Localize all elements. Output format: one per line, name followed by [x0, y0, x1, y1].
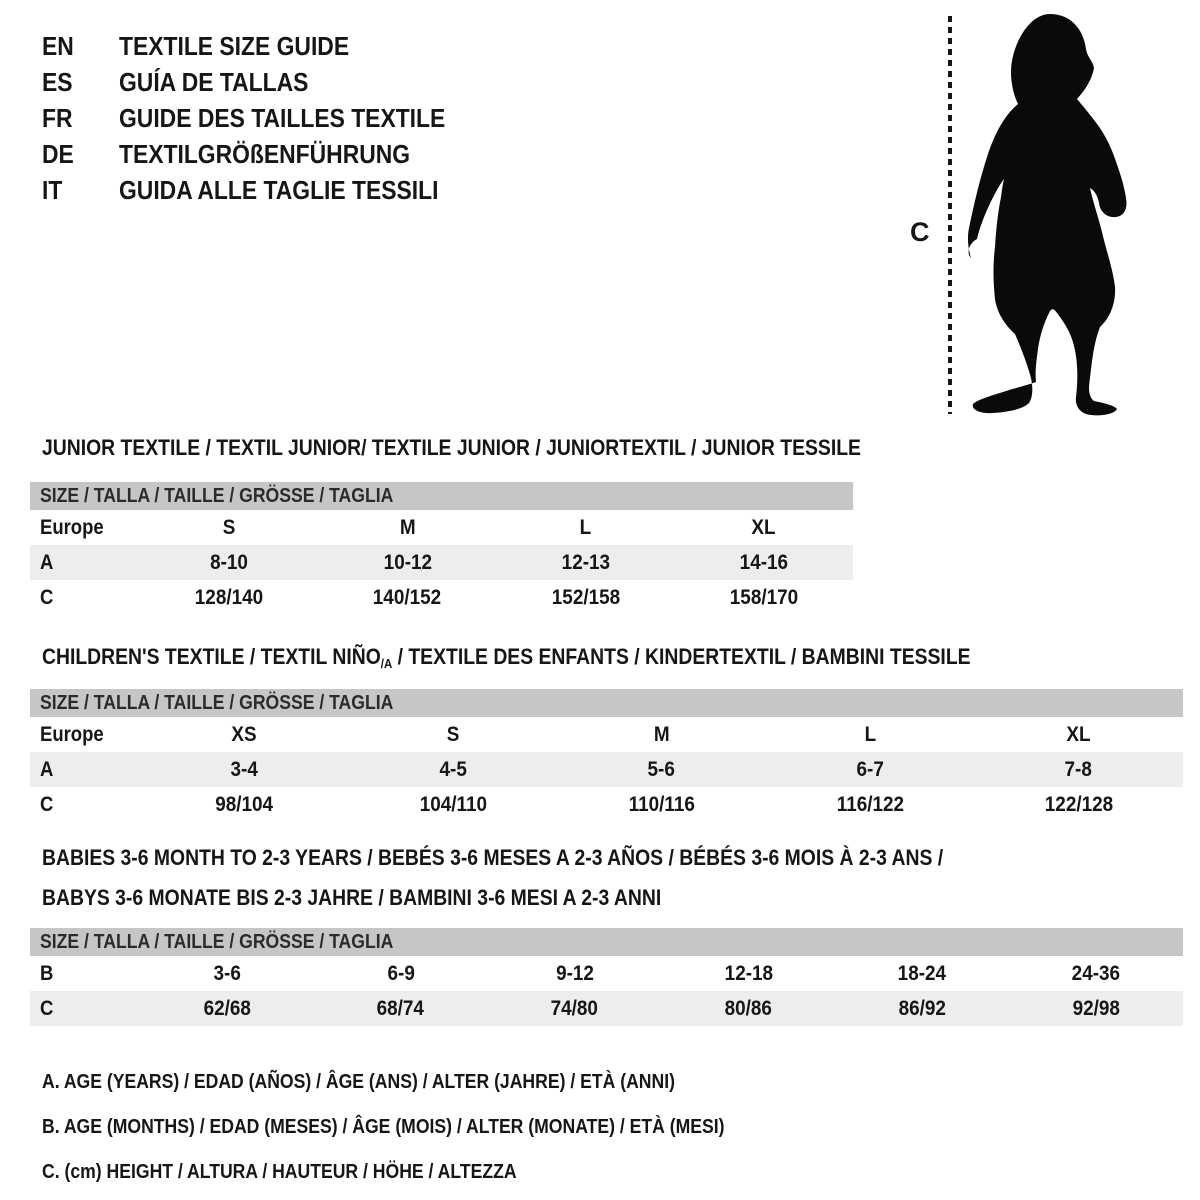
height-measure-label: C: [910, 217, 930, 247]
size-cell: 5-6: [647, 757, 676, 781]
size-cell: XL: [751, 515, 776, 539]
size-cell: 8-10: [210, 550, 249, 574]
children-size-table: [30, 689, 1183, 822]
babies-size-table: [30, 928, 1183, 1026]
size-cell: 24-36: [1071, 961, 1121, 985]
size-cell: S: [446, 722, 460, 746]
size-cell: 7-8: [1065, 757, 1093, 781]
size-cell: 3-4: [230, 757, 258, 781]
language-row: [42, 100, 490, 136]
size-cell: L: [864, 722, 876, 746]
table-row-europe: [30, 510, 853, 545]
language-code: IT: [42, 174, 63, 205]
row-label: Europe: [40, 722, 104, 746]
table-row-height-cm: [30, 580, 853, 615]
language-guide-label: TEXTILE SIZE GUIDE: [119, 30, 350, 61]
size-cell: 74/80: [550, 996, 599, 1020]
row-label: Europe: [40, 515, 104, 539]
table-row-age-years: [30, 752, 1183, 787]
children-section-title: CHILDREN'S TEXTILE / TEXTIL NIÑO/A / TEXTILE DES ENFANTS / KINDERTEXTIL / BAMBINI TESSILE: [42, 644, 971, 671]
language-row: [42, 172, 490, 208]
row-label: A: [40, 757, 54, 781]
size-cell: 110/116: [628, 792, 695, 816]
size-cell: 12-18: [724, 961, 773, 985]
language-guide-label: GUIDA ALLE TAGLIE TESSILI: [119, 174, 439, 205]
language-row: [42, 64, 490, 100]
size-cell: 152/158: [551, 585, 620, 609]
size-cell: 6-9: [387, 961, 415, 985]
height-measure-dashed-line: [948, 16, 952, 414]
toddler-silhouette-icon: [966, 12, 1132, 416]
language-code: EN: [42, 30, 74, 61]
table-row-height-cm: [30, 787, 1183, 822]
size-cell: 92/98: [1072, 996, 1120, 1020]
babies-section-title-line2: BABYS 3-6 MONATE BIS 2-3 JAHRE / BAMBINI 3-6 MESI A 2-3 ANNI: [42, 885, 662, 910]
size-cell: 98/104: [215, 792, 274, 816]
size-cell: 62/68: [203, 996, 251, 1020]
language-guide-list: [42, 28, 490, 208]
size-header-bar: [30, 928, 1183, 956]
size-cell: 4-5: [439, 757, 467, 781]
size-cell: 9-12: [555, 961, 594, 985]
size-header-label: SIZE / TALLA / TAILLE / GRÖSSE / TAGLIA: [40, 484, 394, 507]
size-cell: 140/152: [373, 585, 442, 609]
table-row-europe: [30, 717, 1183, 752]
language-code: ES: [42, 66, 73, 97]
legend-line-b: B. AGE (MONTHS) / EDAD (MESES) / ÂGE (MOIS) / ALTER (MONATE) / ETÀ (MESI): [42, 1116, 725, 1138]
size-cell: 158/170: [729, 585, 799, 609]
size-cell: 14-16: [739, 550, 789, 574]
size-header-bar: [30, 482, 853, 510]
legend-line-a: A. AGE (YEARS) / EDAD (AÑOS) / ÂGE (ANS) / ALTER (JAHRE) / ETÀ (ANNI): [42, 1071, 675, 1093]
nino-a-subscript: /A: [380, 656, 393, 671]
row-label: A: [40, 550, 54, 574]
language-code: DE: [42, 138, 74, 169]
row-label: C: [40, 996, 54, 1020]
size-cell: 3-6: [213, 961, 241, 985]
row-label: B: [40, 961, 54, 985]
row-label: C: [40, 792, 54, 816]
language-guide-label: TEXTILGRÖßENFÜHRUNG: [119, 138, 411, 169]
size-cell: XL: [1066, 722, 1091, 746]
row-label: C: [40, 585, 54, 609]
legend-line-c: C. (cm) HEIGHT / ALTURA / HAUTEUR / HÖHE / ALTEZZA: [42, 1161, 517, 1183]
size-cell: 10-12: [383, 550, 432, 574]
size-cell: 122/128: [1044, 792, 1113, 816]
size-cell: 68/74: [377, 996, 425, 1020]
size-cell: M: [653, 722, 670, 746]
size-cell: 80/86: [724, 996, 773, 1020]
babies-section-title-line1: BABIES 3-6 MONTH TO 2-3 YEARS / BEBÉS 3-6 MESES A 2-3 AÑOS / BÉBÉS 3-6 MOIS À 2-3 ANS /: [42, 845, 944, 870]
language-row: [42, 28, 490, 64]
size-cell: S: [222, 515, 236, 539]
language-code: FR: [42, 102, 73, 133]
size-cell: 128/140: [194, 585, 264, 609]
junior-size-table: [30, 482, 853, 615]
size-cell: XS: [231, 722, 257, 746]
size-header-label: SIZE / TALLA / TAILLE / GRÖSSE / TAGLIA: [40, 930, 394, 953]
size-header-label: SIZE / TALLA / TAILLE / GRÖSSE / TAGLIA: [40, 691, 394, 714]
size-cell: 18-24: [898, 961, 947, 985]
language-guide-label: GUIDE DES TAILLES TEXTILE: [119, 102, 446, 133]
size-header-bar: [30, 689, 1183, 717]
measurement-legend: [42, 1060, 818, 1195]
table-row-height-cm: [30, 991, 1183, 1026]
table-row-age-years: [30, 545, 853, 580]
language-row: [42, 136, 490, 172]
size-cell: 104/110: [419, 792, 487, 816]
table-row-age-months: [30, 956, 1183, 991]
size-cell: 86/92: [898, 996, 946, 1020]
size-cell: 6-7: [856, 757, 884, 781]
size-cell: 116/122: [836, 792, 904, 816]
junior-section-title: JUNIOR TEXTILE / TEXTIL JUNIOR/ TEXTILE JUNIOR / JUNIORTEXTIL / JUNIOR TESSILE: [42, 435, 861, 460]
size-cell: M: [399, 515, 416, 539]
language-guide-label: GUÍA DE TALLAS: [119, 66, 309, 97]
size-cell: L: [579, 515, 592, 539]
size-cell: 12-13: [561, 550, 610, 574]
